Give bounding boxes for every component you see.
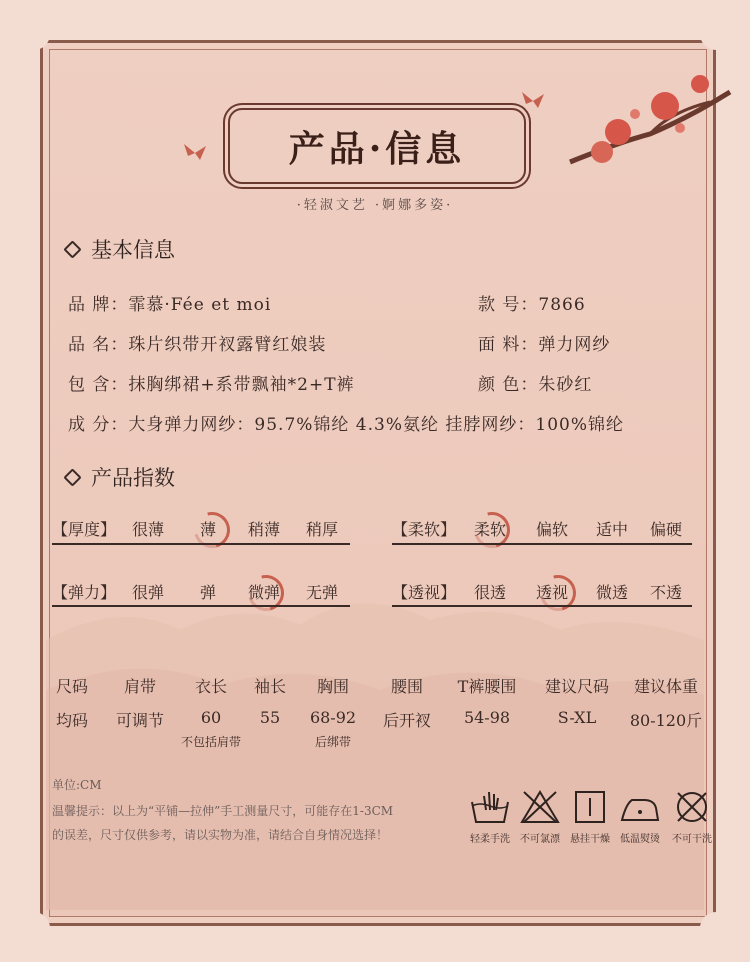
index-option-selected: 柔软 bbox=[474, 520, 507, 539]
index-underline bbox=[392, 543, 692, 545]
color-field: 颜 色：朱砂红 bbox=[478, 375, 593, 395]
no-bleach-icon bbox=[518, 790, 562, 824]
table-header: T裤腰围 bbox=[457, 677, 517, 696]
table-cell: 均码 bbox=[55, 711, 89, 730]
index-option: 不透 bbox=[650, 583, 683, 602]
length-note: 不包括肩带 bbox=[180, 735, 242, 749]
index-underline bbox=[392, 605, 692, 607]
table-header: 建议尺码 bbox=[544, 677, 610, 696]
no-tumble-dry-icon bbox=[670, 790, 714, 824]
index-label: 【弹力】 bbox=[52, 583, 117, 602]
index-label: 【透视】 bbox=[392, 583, 457, 602]
table-header: 腰围 bbox=[390, 677, 424, 696]
table-header: 肩带 bbox=[123, 677, 157, 696]
product-index-title: 产品指数 bbox=[91, 466, 175, 490]
diamond-icon bbox=[63, 240, 81, 258]
hand-wash-icon bbox=[468, 790, 512, 824]
butterfly-icon bbox=[520, 90, 546, 112]
chest-note: 后绑带 bbox=[314, 735, 352, 749]
tip-line-2: 的误差，尺寸仅供参考，请以实物为准，请结合自身情况选择！ bbox=[52, 828, 389, 842]
table-header: 建议体重 bbox=[633, 677, 699, 696]
basic-info-title: 基本信息 bbox=[91, 238, 175, 262]
table-cell: 55 bbox=[259, 708, 281, 727]
tagline: ·轻淑文艺 ·婀娜多姿· bbox=[296, 198, 454, 213]
index-option: 无弹 bbox=[306, 583, 339, 602]
table-header: 袖长 bbox=[253, 677, 287, 696]
index-option: 弹 bbox=[200, 583, 217, 602]
unit-note: 单位:CM bbox=[52, 778, 102, 792]
table-header: 尺码 bbox=[55, 677, 89, 696]
index-option-selected: 透视 bbox=[536, 583, 569, 602]
index-option-selected: 薄 bbox=[200, 520, 217, 539]
table-cell: 可调节 bbox=[115, 711, 165, 730]
product-index-heading bbox=[64, 462, 175, 492]
care-label: 不可干洗 bbox=[672, 834, 712, 845]
table-cell: 60 bbox=[200, 708, 222, 727]
index-option: 偏硬 bbox=[650, 520, 683, 539]
index-underline bbox=[52, 543, 350, 545]
low-iron-icon bbox=[618, 790, 662, 824]
table-header: 胸围 bbox=[316, 677, 350, 696]
table-cell: 54-98 bbox=[463, 708, 511, 727]
plum-blossom-branch bbox=[560, 62, 740, 182]
care-label: 低温熨烫 bbox=[620, 834, 660, 845]
fabric-field: 面 料：弹力网纱 bbox=[478, 335, 611, 355]
index-option: 很薄 bbox=[132, 520, 165, 539]
table-cell: S-XL bbox=[557, 708, 597, 727]
brand-field: 品 牌：霏慕·Fée et moi bbox=[68, 295, 272, 315]
composition-field: 成 分：大身弹力网纱：95.7%锦纶 4.3%氨纶 挂脖网纱：100%锦纶 bbox=[68, 415, 625, 435]
model-field: 款 号：7866 bbox=[478, 295, 586, 315]
title-frame bbox=[228, 108, 526, 184]
product-name-field: 品 名：珠片织带开衩露臂红娘装 bbox=[68, 335, 327, 355]
tip-line-1: 温馨提示：以上为“平铺—拉伸”手工测量尺寸，可能存在1-3CM bbox=[52, 804, 394, 818]
care-label: 不可氯漂 bbox=[520, 834, 560, 845]
butterfly-icon bbox=[182, 142, 208, 164]
index-option: 偏软 bbox=[536, 520, 569, 539]
table-cell: 68-92 bbox=[309, 708, 357, 727]
diamond-icon bbox=[63, 468, 81, 486]
index-option: 稍厚 bbox=[306, 520, 339, 539]
basic-info-heading bbox=[64, 234, 175, 264]
index-option: 适中 bbox=[596, 520, 629, 539]
table-header: 衣长 bbox=[194, 677, 228, 696]
care-label: 轻柔手洗 bbox=[470, 834, 510, 845]
care-label: 悬挂干燥 bbox=[570, 834, 610, 845]
table-cell: 后开衩 bbox=[382, 711, 432, 730]
index-option: 微透 bbox=[596, 583, 629, 602]
hang-dry-icon bbox=[568, 790, 612, 824]
index-option-selected: 微弹 bbox=[248, 583, 281, 602]
index-label: 【厚度】 bbox=[52, 520, 117, 539]
page-title: 产品·信息 bbox=[288, 127, 466, 170]
table-cell: 80-120斤 bbox=[629, 711, 703, 730]
index-option: 很透 bbox=[474, 583, 507, 602]
index-label: 【柔软】 bbox=[392, 520, 457, 539]
index-underline bbox=[52, 605, 350, 607]
index-option: 很弹 bbox=[132, 583, 165, 602]
includes-field: 包 含：抹胸绑裙+系带飘袖*2+T裤 bbox=[68, 375, 355, 395]
index-option: 稍薄 bbox=[248, 520, 281, 539]
